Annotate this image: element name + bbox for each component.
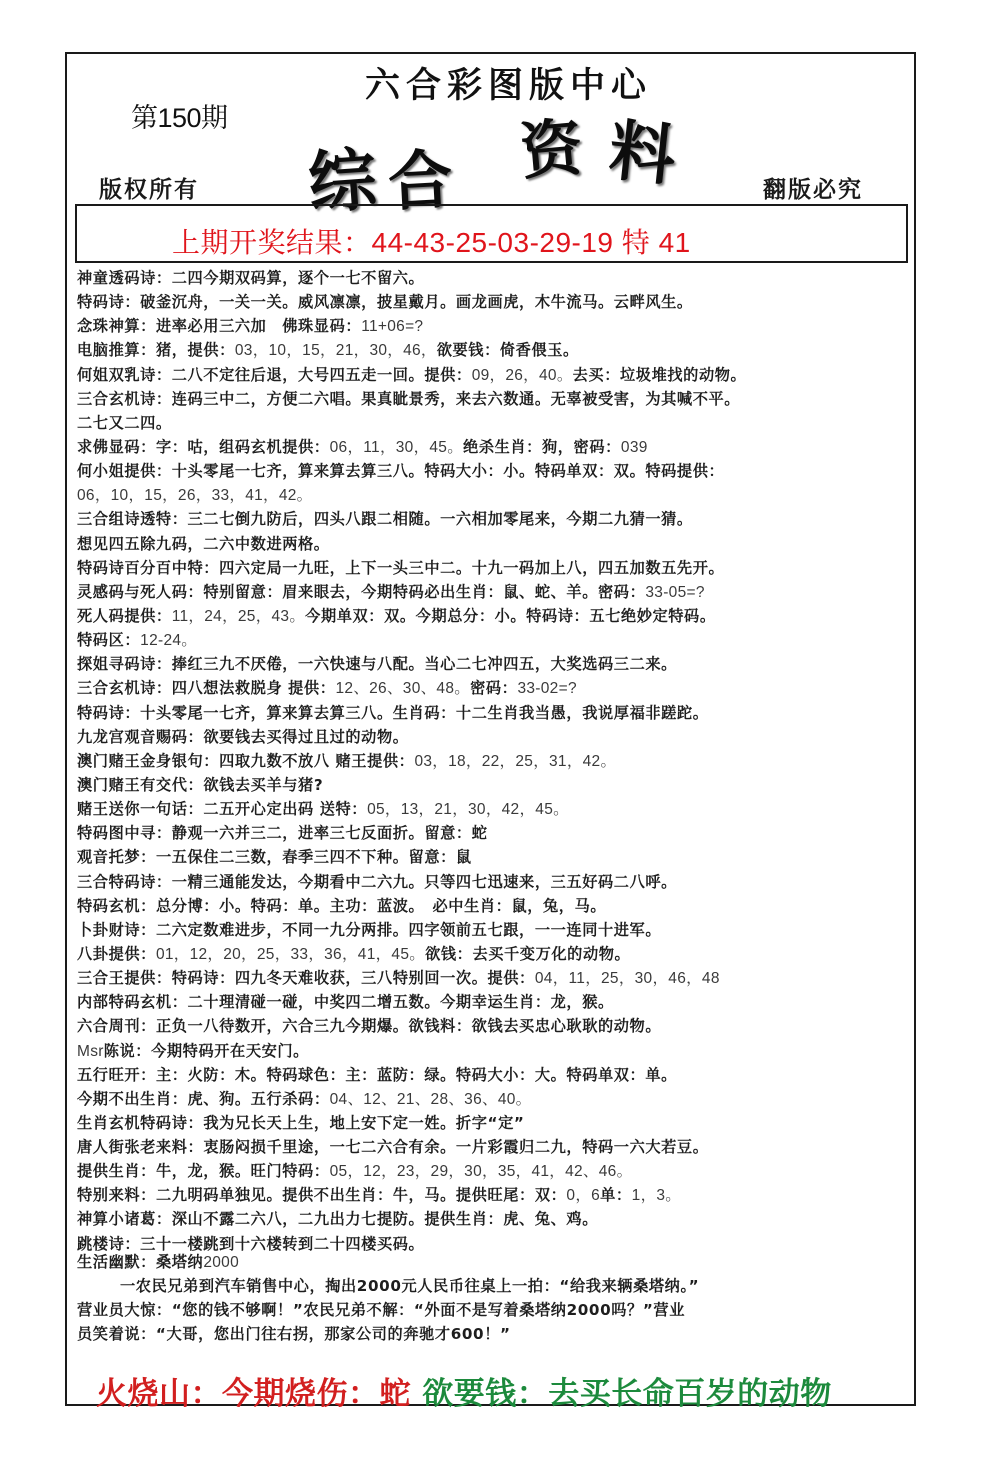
tip-line <box>77 773 912 797</box>
tip-key: 提供生肖： <box>77 1162 156 1181</box>
tip-text: 猪，提供： <box>155 341 235 360</box>
special-label: 特 <box>621 227 651 258</box>
tip-line <box>77 918 912 942</box>
tip-text: 十头零尾一七齐，算来算去算三八。特码大小：小。特码单双：双。特码提供： <box>171 462 725 481</box>
tip-text: 四六定局一九旺，上下一头三中二。十九一码加上八，四五加数五先开。 <box>219 558 725 577</box>
tip-text: 一精三通能发达，今期看中二六九。只等四七迅速来，三五好码二八呼。 <box>171 872 677 891</box>
tip-text: 一五保住二三数，春季三四不下种。留意：鼠 <box>155 848 472 867</box>
tip-key: 澳门赌王金身银句： <box>77 751 220 770</box>
tip-numbers: 1，3。 <box>631 1187 682 1205</box>
tip-numbers: 12、26、30、48。 <box>335 680 471 698</box>
footer-banner <box>96 1368 832 1413</box>
main-title-char-4: 料 <box>605 110 680 196</box>
tip-key: 特码区： <box>77 631 141 650</box>
tip-key: 三合王提供： <box>77 969 172 988</box>
tip-numbers: 05，12，23，29，30，35，41，42、46。 <box>329 1163 633 1181</box>
tip-key: 特码诗： <box>77 703 141 722</box>
tip-text: 欲钱：去买千变万化的动物。 <box>425 944 631 963</box>
humor-story <box>77 1250 912 1347</box>
tip-line <box>77 1159 912 1183</box>
tip-line <box>77 990 912 1014</box>
tip-numbers: 06，11，30，45。 <box>329 438 464 456</box>
tip-text: 去买：垃圾堆找的动物。 <box>572 365 747 384</box>
tip-line <box>77 532 912 556</box>
tip-line <box>77 483 912 507</box>
tip-key: 生肖玄机特码诗： <box>77 1113 204 1132</box>
tip-line <box>77 1014 912 1038</box>
tip-key: 求佛显码： <box>77 437 156 456</box>
tip-line <box>77 435 912 459</box>
tip-key: 灵感码与死人码： <box>77 582 204 601</box>
tip-key: 神童透码诗： <box>77 269 172 287</box>
tip-numbers: 039 <box>620 438 648 456</box>
tip-text: 衷肠闷损千里途，一七二六合有余。一片彩霞归二九，特码一六大若豆。 <box>203 1138 709 1157</box>
main-title-char-1: 综 <box>305 139 380 225</box>
tip-text: 静观一六并三二，进率三七反面折。留意：蛇 <box>171 824 488 843</box>
tip-key: 卜卦财诗： <box>77 920 156 939</box>
tip-text: 破釜沉舟，一关一关。威风凛凛，披星戴月。画龙画虎，木牛流马。云畔风生。 <box>140 293 693 312</box>
tip-key: 三合玄机诗： <box>77 679 172 698</box>
tip-key: 念珠神算： <box>77 317 156 336</box>
last-result-label: 上期开奖结果： <box>172 227 372 258</box>
tip-text: 绝杀生肖：狗，密码： <box>463 437 621 456</box>
story-title-value: 桑塔纳 <box>155 1253 204 1271</box>
tip-text: 字：咕，组码玄机提供： <box>155 437 330 456</box>
tip-numbers: 04、12、21、28、36、40。 <box>329 1090 532 1108</box>
tip-text: 主：火防：木。特码球色：主：蓝防：绿。特码大小：大。特码单双：单。 <box>155 1065 677 1084</box>
publisher-title: 六合彩图版中心 <box>365 66 653 106</box>
tip-key: 三合玄机诗： <box>77 389 172 408</box>
tip-line <box>77 797 912 821</box>
tip-line <box>77 701 912 725</box>
tip-key: 九龙宫观音赐码： <box>77 727 204 746</box>
tip-line <box>77 290 912 314</box>
tip-line <box>77 749 912 773</box>
tip-text: 十头零尾一七齐，算来算去算三八。生肖码：十二生肖我当愚，我说厚福非蹉跎。 <box>140 703 709 722</box>
tip-numbers: 33-02=? <box>517 680 577 698</box>
tip-text: 深山不露二六八，二九出力七提防。提供生肖：虎、兔、鸡。 <box>171 1210 598 1229</box>
tip-text: 进率必用三六加 佛珠显码： <box>155 317 362 336</box>
last-result <box>172 221 691 261</box>
tip-line <box>77 628 912 652</box>
story-line-3: 员笑着说：“大哥，您出门往右拐，那家公司的奔驰才600！” <box>77 1325 511 1344</box>
copyright-left: 版权所有 <box>99 177 199 203</box>
tip-numbers: 03，10，15，21，30，46， <box>234 342 437 360</box>
tip-key: 澳门赌王有交代： <box>77 775 204 794</box>
tip-key: 三合组诗透特： <box>77 510 188 529</box>
tip-line <box>77 966 912 990</box>
tip-numbers: 04，11，25，30，46，48 <box>534 970 720 988</box>
tip-text: 正负一八待数开，六合三九今期爆。欲钱料：欲钱去买忠心耿耿的动物。 <box>155 1017 662 1036</box>
tip-key: 赌王送你一句话： <box>77 800 204 819</box>
tip-key: 电脑推算： <box>77 341 156 360</box>
tip-key: 何小姐提供： <box>77 462 172 481</box>
tip-line <box>77 1063 912 1087</box>
tip-text: 陈说：今期特码开在天安门。 <box>103 1041 309 1060</box>
tip-line <box>77 1039 912 1063</box>
tip-key: 八卦提供： <box>77 944 156 963</box>
tip-numbers: 06，10，15，26，33，41，42。 <box>77 487 313 505</box>
tip-key: 特别来料： <box>77 1186 156 1205</box>
story-title-key: 生活幽默： <box>77 1253 156 1271</box>
tip-numbers: 03，18，22，25，31，42。 <box>414 752 617 770</box>
tip-text: 捧红三九不厌倦，一六快速与八配。当心二七冲四五，大奖选码三二来。 <box>171 655 677 674</box>
story-title <box>77 1250 912 1274</box>
main-title-char-3: 资 <box>517 110 586 189</box>
tip-text: 想见四五除九码，二六中数进两格。 <box>77 534 330 553</box>
tip-line <box>77 821 912 845</box>
tip-line <box>77 870 912 894</box>
tip-key: 死人码提供： <box>77 606 172 625</box>
tip-text: 四八想法救脱身 提供： <box>171 679 336 698</box>
tip-text: 二九明码单独见。提供不出生肖：牛，马。提供旺尾：双： <box>155 1186 567 1205</box>
tip-numbers: 01，12，20，25，33，36，41，45。 <box>155 945 426 963</box>
tip-line <box>77 1135 912 1159</box>
tip-text: 单： <box>600 1186 632 1205</box>
tip-key: 今期不出生肖： <box>77 1089 188 1108</box>
tip-line <box>77 459 912 483</box>
tip-numbers: Msr <box>77 1042 104 1060</box>
tip-line <box>77 725 912 749</box>
tip-text: 连码三中二，方便二六唱。果真眦景秀，来去六数通。无辜被受害，为其喊不平。 <box>171 389 741 408</box>
tip-line <box>77 411 912 435</box>
tip-text: 特别留意：眉来眼去，今期特码必出生肖：鼠、蛇、羊。密码： <box>203 582 646 601</box>
main-title-char-2: 合 <box>386 142 455 221</box>
tip-text: 总分博：小。特码：单。主功：蓝波。 必中生肖：鼠，兔，马。 <box>155 896 607 915</box>
tip-text: 二五开心定出码 送特： <box>203 800 368 819</box>
tip-line <box>77 507 912 531</box>
tip-line <box>77 580 912 604</box>
tip-line <box>77 652 912 676</box>
tip-line <box>77 556 912 580</box>
tip-text: 牛，龙，猴。旺门特码： <box>155 1162 330 1181</box>
tip-text: 二六定数难进步，不同一九分两排。四字领前五七跟，一一连同十进军。 <box>155 920 662 939</box>
tip-text: 欲要钱去买得过且过的动物。 <box>203 727 409 746</box>
tips-list <box>77 266 912 1256</box>
footer-green-text: 欲要钱：去买长命百岁的动物 <box>422 1376 832 1412</box>
tip-line <box>77 314 912 338</box>
tip-text: 我为兄长天上生，地上安下定一姓。折字“定” <box>203 1113 525 1132</box>
tip-text: 二十理清碰一碰，中奖四二增五数。今期幸运生肖：龙，猴。 <box>187 993 614 1012</box>
tip-text: 虎、狗。五行杀码： <box>187 1089 330 1108</box>
tip-line <box>77 942 912 966</box>
tip-text: 今期单双：双。今期总分：小。特码诗：五七绝妙定特码。 <box>305 606 716 625</box>
copyright-right: 翻版必究 <box>763 177 863 203</box>
tip-key: 神算小诸葛： <box>77 1210 172 1229</box>
tip-numbers: 09，26，40。 <box>471 366 573 384</box>
story-line-1: 一农民兄弟到汽车销售中心，掏出2000元人民币往桌上一拍：“给我来辆桑塔纳。” <box>120 1277 700 1296</box>
tip-line <box>77 1087 912 1111</box>
tip-line <box>77 1183 912 1207</box>
tip-key: 内部特码玄机： <box>77 993 188 1012</box>
tip-line <box>77 676 912 700</box>
tip-text: 欲要钱：倚香偎玉。 <box>436 341 579 360</box>
tip-text: 三十一楼跳到十六楼转到二十四楼买码。 <box>140 1234 425 1253</box>
tip-text: 四取九数不放八 赌王提供： <box>219 751 415 770</box>
tip-key: 特码诗百分百中特： <box>77 558 220 577</box>
tip-numbers: 05，13，21，30，42，45。 <box>367 801 569 819</box>
tip-line <box>77 363 912 387</box>
tip-key: 观音托梦： <box>77 848 156 867</box>
tip-numbers: 33-05=? <box>645 583 705 601</box>
tip-text: 密码： <box>470 679 518 698</box>
footer-red-text: 火烧山：今期烧伤：蛇 <box>96 1376 411 1412</box>
tip-key: 三合特码诗： <box>77 872 172 891</box>
tip-key: 六合周刊： <box>77 1017 156 1036</box>
tip-numbers: 11，24，25，43。 <box>171 607 306 625</box>
tip-numbers: 12-24。 <box>140 632 198 650</box>
story-line-2: 营业员大惊：“您的钱不够啊！”农民兄弟不解：“外面不是写着桑塔纳2000吗？”营业 <box>77 1301 685 1320</box>
tip-text: 二七又二四。 <box>77 413 172 432</box>
tip-key: 特码诗： <box>77 293 141 312</box>
tip-key: 唐人街张老来料： <box>77 1138 204 1157</box>
tip-line <box>77 266 912 290</box>
tip-line <box>77 387 912 411</box>
tip-key: 何姐双乳诗： <box>77 365 172 384</box>
tip-key: 五行旺开： <box>77 1065 156 1084</box>
tip-key: 特码玄机： <box>77 896 156 915</box>
tip-numbers: 11+06=? <box>361 318 424 336</box>
tip-text: 二八不定往后退，大号四五走一回。提供： <box>171 365 472 384</box>
tip-line <box>77 845 912 869</box>
tip-line <box>77 894 912 918</box>
story-title-number: 2000 <box>203 1254 239 1271</box>
tip-text: 欲钱去买羊与猪? <box>203 775 324 794</box>
special-number: 41 <box>658 227 691 258</box>
last-result-numbers: 44-43-25-03-29-19 <box>371 227 614 258</box>
tip-text: 二四今期双码算，逐个一七不留六。 <box>171 269 425 287</box>
tip-line <box>77 1207 912 1231</box>
tip-line <box>77 338 912 362</box>
tip-numbers: 0，6 <box>566 1187 601 1205</box>
tip-key: 探姐寻码诗： <box>77 655 172 674</box>
issue-number: 第150期 <box>131 103 228 133</box>
tip-line <box>77 604 912 628</box>
tip-text: 特码诗：四九冬天难收获，三八特别回一次。提供： <box>171 969 535 988</box>
tip-key: 特码图中寻： <box>77 824 172 843</box>
tip-text: 三二七倒九防后，四头八跟二相随。一六相加零尾来，今期二九猜一猜。 <box>187 510 693 529</box>
tip-line <box>77 1111 912 1135</box>
tip-key: 跳楼诗： <box>77 1234 141 1253</box>
